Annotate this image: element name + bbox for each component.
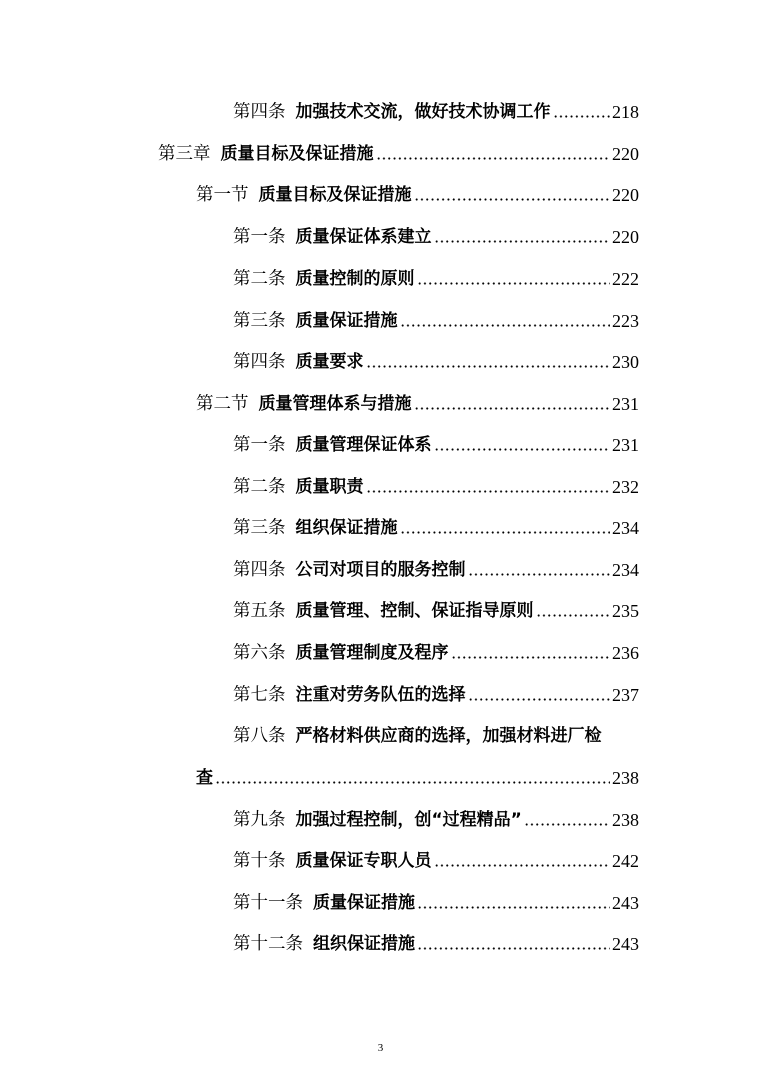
toc-entry[interactable] [233, 469, 639, 499]
entry-page: 220 [612, 185, 639, 205]
dot-leader [434, 240, 611, 243]
entry-number: 第一节 [196, 185, 249, 205]
entry-page: 223 [612, 311, 639, 331]
toc-entry[interactable] [233, 885, 639, 915]
footer-page-number: 3 [377, 1042, 384, 1054]
entry-number: 第四条 [233, 560, 286, 580]
entry-page: 238 [612, 768, 639, 788]
toc-entry[interactable] [233, 219, 639, 249]
entry-number: 第三章 [158, 144, 211, 164]
entry-page: 238 [612, 810, 639, 830]
entry-title: 组织保证措施 [313, 934, 415, 954]
entry-number: 第三条 [233, 518, 286, 538]
entry-number: 第一条 [233, 227, 286, 247]
entry-title: 严格材料供应商的选择，加强材料进厂检 [295, 726, 602, 746]
entry-number: 第十二条 [233, 934, 303, 954]
toc-entry[interactable] [196, 177, 639, 207]
toc-entry-wrapped[interactable] [233, 718, 639, 748]
entry-number: 第四条 [233, 102, 286, 122]
entry-title: 质量要求 [295, 352, 364, 372]
toc-entry[interactable] [233, 593, 639, 623]
entry-page: 242 [612, 851, 639, 871]
entry-number: 第三条 [233, 311, 286, 331]
toc-entry[interactable] [233, 344, 639, 374]
dot-leader [434, 864, 611, 867]
dot-leader [536, 614, 611, 617]
entry-page: 236 [612, 643, 639, 663]
toc-entry[interactable] [233, 510, 639, 540]
toc-entry[interactable] [233, 261, 639, 291]
entry-title: 质量管理制度及程序 [295, 643, 449, 663]
dot-leader [417, 906, 610, 909]
entry-page: 232 [612, 477, 639, 497]
dot-leader [417, 282, 611, 285]
entry-page: 243 [612, 934, 639, 954]
toc-entry[interactable] [196, 386, 639, 416]
entry-title: 质量保证措施 [313, 893, 415, 913]
entry-number: 第六条 [233, 643, 286, 663]
dot-leader [215, 781, 610, 784]
entry-page: 222 [612, 269, 639, 289]
entry-number: 第一条 [233, 435, 286, 455]
entry-title: 质量目标及保证措施 [220, 144, 374, 164]
entry-title: 加强过程控制，创“过程精品” [295, 810, 522, 830]
entry-title: 质量保证体系建立 [295, 227, 432, 247]
dot-leader [414, 407, 611, 410]
toc-entry[interactable] [233, 677, 639, 707]
dot-leader [414, 198, 611, 201]
entry-title: 公司对项目的服务控制 [295, 560, 466, 580]
entry-number: 第九条 [233, 810, 286, 830]
entry-page: 237 [612, 685, 639, 705]
entry-number: 第四条 [233, 352, 286, 372]
entry-page: 234 [612, 518, 639, 538]
entry-title: 加强技术交流，做好技术协调工作 [295, 102, 551, 122]
toc-entry[interactable] [233, 926, 639, 956]
toc-entry[interactable] [233, 635, 639, 665]
toc-entry[interactable] [233, 303, 639, 333]
dot-leader [366, 365, 611, 368]
dot-leader [400, 531, 611, 534]
entry-number: 第二条 [233, 477, 286, 497]
entry-page: 243 [612, 893, 639, 913]
toc-entry[interactable] [158, 136, 639, 166]
entry-title: 质量管理体系与措施 [258, 394, 412, 414]
entry-page: 234 [612, 560, 639, 580]
entry-title: 质量职责 [295, 477, 364, 497]
dot-leader [524, 823, 610, 826]
entry-page: 220 [612, 144, 639, 164]
toc-entry[interactable] [233, 94, 639, 124]
entry-title: 质量控制的原则 [295, 269, 415, 289]
dot-leader [417, 947, 610, 950]
entry-number: 第五条 [233, 601, 286, 621]
toc-entry-continuation[interactable] [196, 760, 639, 790]
entry-page: 231 [612, 394, 639, 414]
entry-title-continued: 查 [196, 768, 213, 788]
entry-title: 注重对劳务队伍的选择 [295, 685, 466, 705]
entry-page: 230 [612, 352, 639, 372]
toc-entry[interactable] [233, 427, 639, 457]
entry-title: 质量保证专职人员 [295, 851, 432, 871]
dot-leader [468, 573, 611, 576]
dot-leader [400, 324, 611, 327]
dot-leader [434, 448, 611, 451]
entry-page: 231 [612, 435, 639, 455]
entry-number: 第二节 [196, 394, 249, 414]
entry-title: 组织保证措施 [295, 518, 398, 538]
entry-page: 218 [612, 102, 639, 122]
dot-leader [376, 157, 611, 160]
entry-number: 第十条 [233, 851, 286, 871]
entry-page: 235 [612, 601, 639, 621]
toc-entry[interactable] [233, 843, 639, 873]
dot-leader [366, 490, 611, 493]
entry-number: 第七条 [233, 685, 286, 705]
entry-page: 220 [612, 227, 639, 247]
dot-leader [468, 698, 611, 701]
entry-title: 质量保证措施 [295, 311, 398, 331]
dot-leader [451, 656, 611, 659]
toc-entry[interactable] [233, 802, 639, 832]
entry-title: 质量管理保证体系 [295, 435, 432, 455]
entry-number: 第十一条 [233, 893, 303, 913]
dot-leader [553, 115, 611, 118]
entry-title: 质量管理、控制、保证指导原则 [295, 601, 534, 621]
entry-number: 第八条 [233, 726, 286, 746]
toc-entry[interactable] [233, 552, 639, 582]
entry-title: 质量目标及保证措施 [258, 185, 412, 205]
entry-number: 第二条 [233, 269, 286, 289]
